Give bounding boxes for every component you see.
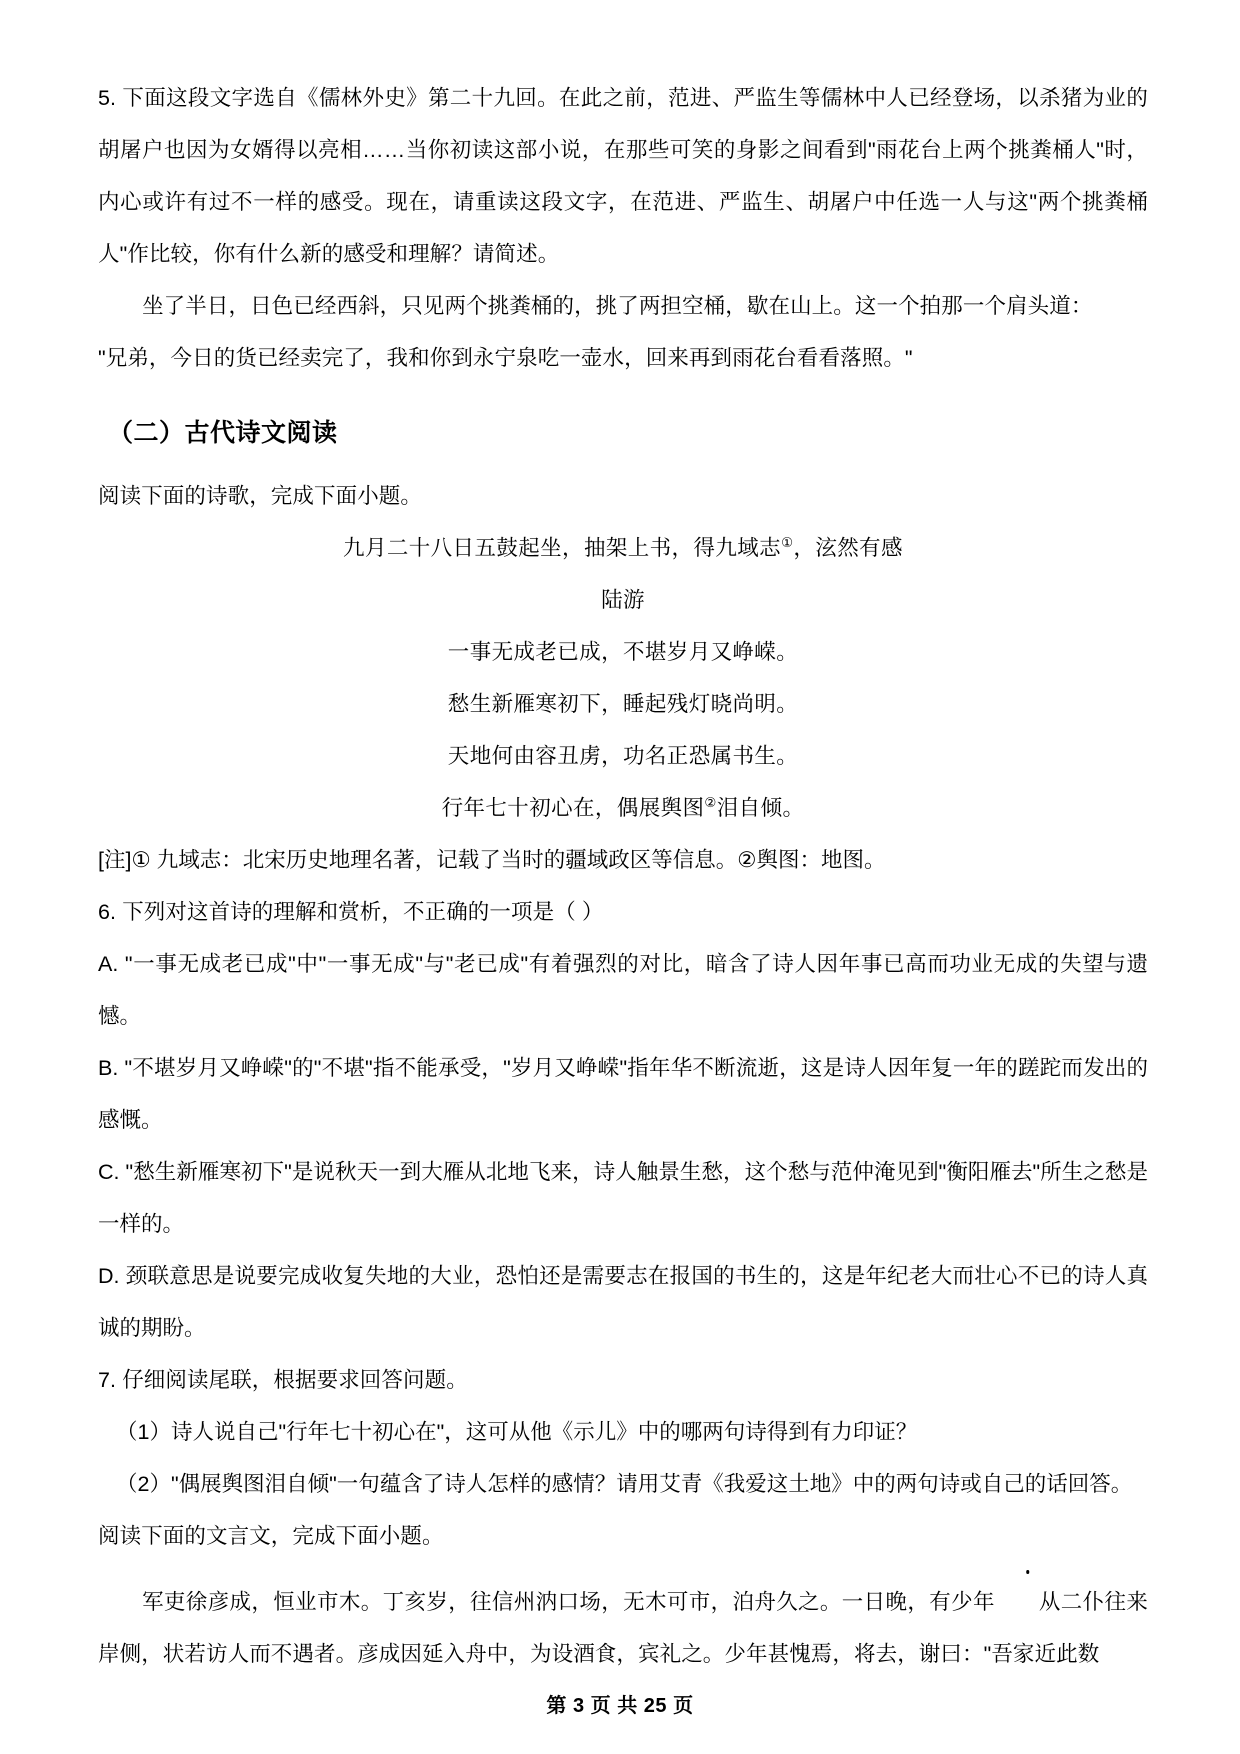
poem-footnote: [注]① 九域志：北宋历史地理名著，记载了当时的疆域政区等信息。②舆图：地图。 <box>98 848 886 872</box>
question-6-choice-d: D. 颈联意思是说要完成收复失地的大业，恐怕还是需要志在报国的书生的，这是年纪老大而壮心不已的诗人真诚的期盼。 <box>98 1264 1148 1340</box>
poem-line-3: 天地何由容丑虏，功名正恐属书生。 <box>447 744 799 768</box>
page-footer: 第 3 页 共 25 页 <box>546 1695 694 1717</box>
footnote-marker-1: ① <box>781 534 794 550</box>
classical-instruction: 阅读下面的文言文，完成下面小题。 <box>98 1524 444 1548</box>
poem-line-4-main: 行年七十初心在，偶展舆图 <box>441 796 705 820</box>
question-6-choice-b: B. "不堪岁月又峥嵘"的"不堪"指不能承受，"岁月又峥嵘"指年华不断流逝，这是诗人因年复一年的蹉跎而发出的感慨。 <box>98 1056 1148 1132</box>
poem-line-2: 愁生新雁寒初下，睡起残灯晓尚明。 <box>447 692 799 716</box>
poem-title <box>98 522 1148 574</box>
spacer <box>98 1562 1148 1576</box>
poem-author: 陆游 <box>601 588 645 612</box>
poem-block <box>98 522 1148 834</box>
footnote-marker-2: ② <box>704 794 717 810</box>
excerpt-line-2: "兄弟，今日的货已经卖完了，我和你到永宁泉吃一壶水，回来再到雨花台看看落照。" <box>98 346 913 370</box>
question-6-choice-c: C. "愁生新雁寒初下"是说秋天一到大雁从北地飞来，诗人触景生愁，这个愁与范仲淹见到"衡阳雁去"所生之愁是一样的。 <box>98 1160 1148 1236</box>
classical-passage <box>98 1576 1148 1680</box>
section-heading: （二）古代诗文阅读 <box>108 419 338 447</box>
question-5-paragraph: 5. 下面这段文字选自《儒林外史》第二十九回。在此之前，范进、严监生等儒林中人已经登场，以杀猪为业的胡屠户也因为女婿得以亮相……当你初读这部小说，在那些可笑的身影之间看到"雨花台上两个挑粪桶人"时，内心或许有过不一样的感受。现在，请重读这段文字，在范进、严监生、胡屠户中任选一人与这"两个挑粪桶人"作比较，你有什么新的感受和理解？请简述。 <box>98 86 1148 266</box>
poem-line-4-tail: 泪自倾。 <box>716 796 805 820</box>
question-6-stem: 6. 下列对这首诗的理解和赏析，不正确的一项是（ ） <box>98 900 604 924</box>
question-7-sub-1: （1）诗人说自己"行年七十初心在"，这可从他《示儿》中的哪两句诗得到有力印证？ <box>116 1420 918 1444</box>
spacer <box>98 384 1148 410</box>
question-6-choice-a: A. "一事无成老已成"中"一事无成"与"老已成"有着强烈的对比，暗含了诗人因年事已高而功业无成的失望与遗憾。 <box>98 952 1148 1028</box>
poem-title-main: 九月二十八日五鼓起坐，抽架上书，得九域志 <box>343 536 782 560</box>
classical-passage-part-1: 军吏徐彦成，恒业市木。丁亥岁，往信州汭口场，无木可市，泊舟久之。一日晚，有少年 <box>142 1590 995 1614</box>
question-7-stem: 7. 仔细阅读尾联，根据要求回答问题。 <box>98 1368 468 1392</box>
poem-title-tail: ，泫然有感 <box>793 536 903 560</box>
excerpt-line-1: 坐了半日，日色已经西斜，只见两个挑粪桶的，挑了两担空桶，歇在山上。这一个拍那一个肩头道： <box>142 294 1093 318</box>
spacer <box>98 456 1148 470</box>
poem-line-4 <box>98 782 1148 834</box>
question-7-sub-2: （2）"偶展舆图泪自倾"一句蕴含了诗人怎样的感情？请用艾青《我爱这土地》中的两句诗或自己的话回答。 <box>116 1472 1133 1496</box>
classical-passage-part-2: 二仆往来岸侧，状若访人而不遇者。彦成因延入舟中，为设酒食，宾礼之。少年甚愧焉，将去，谢曰："吾家近此数 <box>98 1590 1148 1666</box>
poem-line-1: 一事无成老已成，不堪岁月又峥嵘。 <box>447 640 799 664</box>
poem-instruction: 阅读下面的诗歌，完成下面小题。 <box>98 484 423 508</box>
emphasis-dot-char: 从 <box>995 1576 1061 1628</box>
